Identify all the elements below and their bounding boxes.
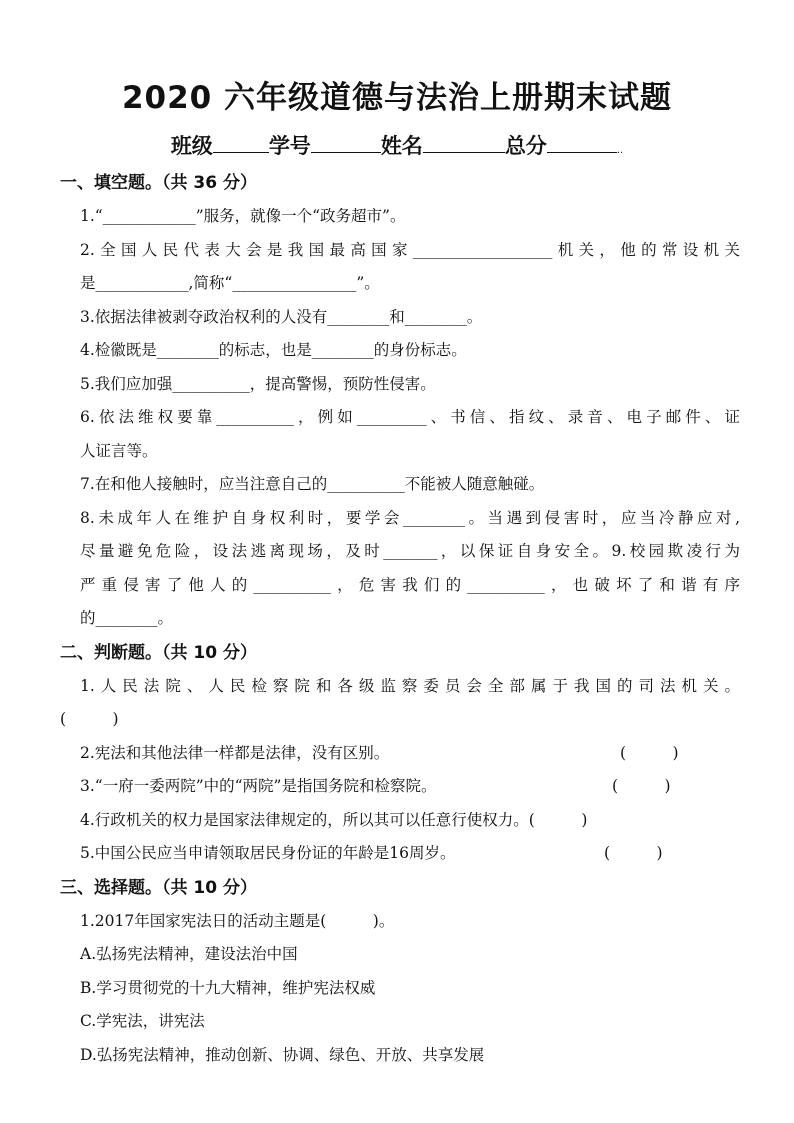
page-title: 2020 六年级道德与法治上册期末试题 [121,80,673,116]
answer-paren: ( ) [612,777,671,795]
fill-line: 6.依法维权要靠__________，例如_________、书信、指纹、录音、电子邮件、证 [80,408,740,426]
fill-line: 3.依据法律被剥夺政治权利的人没有________和________。 [80,307,483,326]
fill-line: 2.全国人民代表大会是我国最高国家__________________机关，他的常设机关 [80,240,740,259]
choice-option: D.弘扬宪法精神，推动创新、协调、绿色、开放、共享发展 [80,1045,485,1064]
score-label: 总分 [504,134,547,158]
number-blank [311,134,381,153]
name-blank [423,134,505,153]
section-heading-judge: 二、判断题。（共 10 分） [60,642,257,663]
fill-line: 严重侵害了他人的__________，危害我们的__________，也破坏了和谐有序 [80,575,740,594]
fill-line: 的________。 [80,609,174,627]
judge-line [60,737,740,771]
name-label: 姓名 [380,134,423,158]
answer-paren: ( ) [604,844,663,862]
judge-line [60,837,740,871]
section-heading-choice: 三、选择题。（共 10 分） [60,877,257,898]
judge-line [60,770,740,804]
judge-text: 2.宪法和其他法律一样都是法律，没有区别。 [80,743,390,762]
judge-line: 1.人民法院、人民检察院和各级监察委员会全部属于我国的司法机关。 [80,676,740,695]
fill-line: 7.在和他人接触时，应当注意自己的__________不能被人随意触碰。 [80,475,545,493]
fill-line: 是____________,简称“________________”。 [80,274,380,292]
answer-paren: ( ) [620,743,679,762]
judge-line: 4.行政机关的权力是国家法律规定的，所以其可以任意行使权力。( ) [80,810,588,829]
fill-line: 4.检徽既是________的标志，也是________的身份标志。 [80,341,467,359]
judge-answer-paren: ( ) [60,710,119,728]
fill-line: 5.我们应加强__________，提高警惕，预防性侵害。 [80,374,436,393]
fill-line: 8.未成年人在维护自身权利时，要学会________。当遇到侵害时，应当冷静应对, [80,508,740,527]
trailing-dots: .. [616,145,624,156]
judge-text: 5.中国公民应当申请领取居民身份证的年龄是16周岁。 [80,844,456,862]
number-label: 学号 [268,134,311,158]
choice-option: C.学宪法，讲宪法 [80,1012,205,1030]
choice-option: B.学习贯彻党的十九大精神，维护宪法权威 [80,978,376,997]
score-blank [547,134,617,153]
exam-content [60,166,740,1072]
judge-text: 3.“一府一委两院”中的“两院”是指国务院和检察院。 [80,777,437,795]
choice-question: 1.2017年国家宪法日的活动主题是( )。 [80,911,395,930]
fill-line: 1.“____________”服务，就像一个“政务超市”。 [80,207,406,225]
fill-line: 人证言等。 [80,441,158,460]
class-blank [213,134,269,153]
fill-line: 尽量避免危险，设法逃离现场，及时_______，以保证自身安全。9.校园欺凌行为 [80,542,740,560]
choice-option: A.弘扬宪法精神，建设法治中国 [80,945,298,963]
student-info-row [0,130,794,160]
section-heading-fill: 一、填空题。（共 36 分） [60,173,257,193]
class-label: 班级 [170,134,213,158]
